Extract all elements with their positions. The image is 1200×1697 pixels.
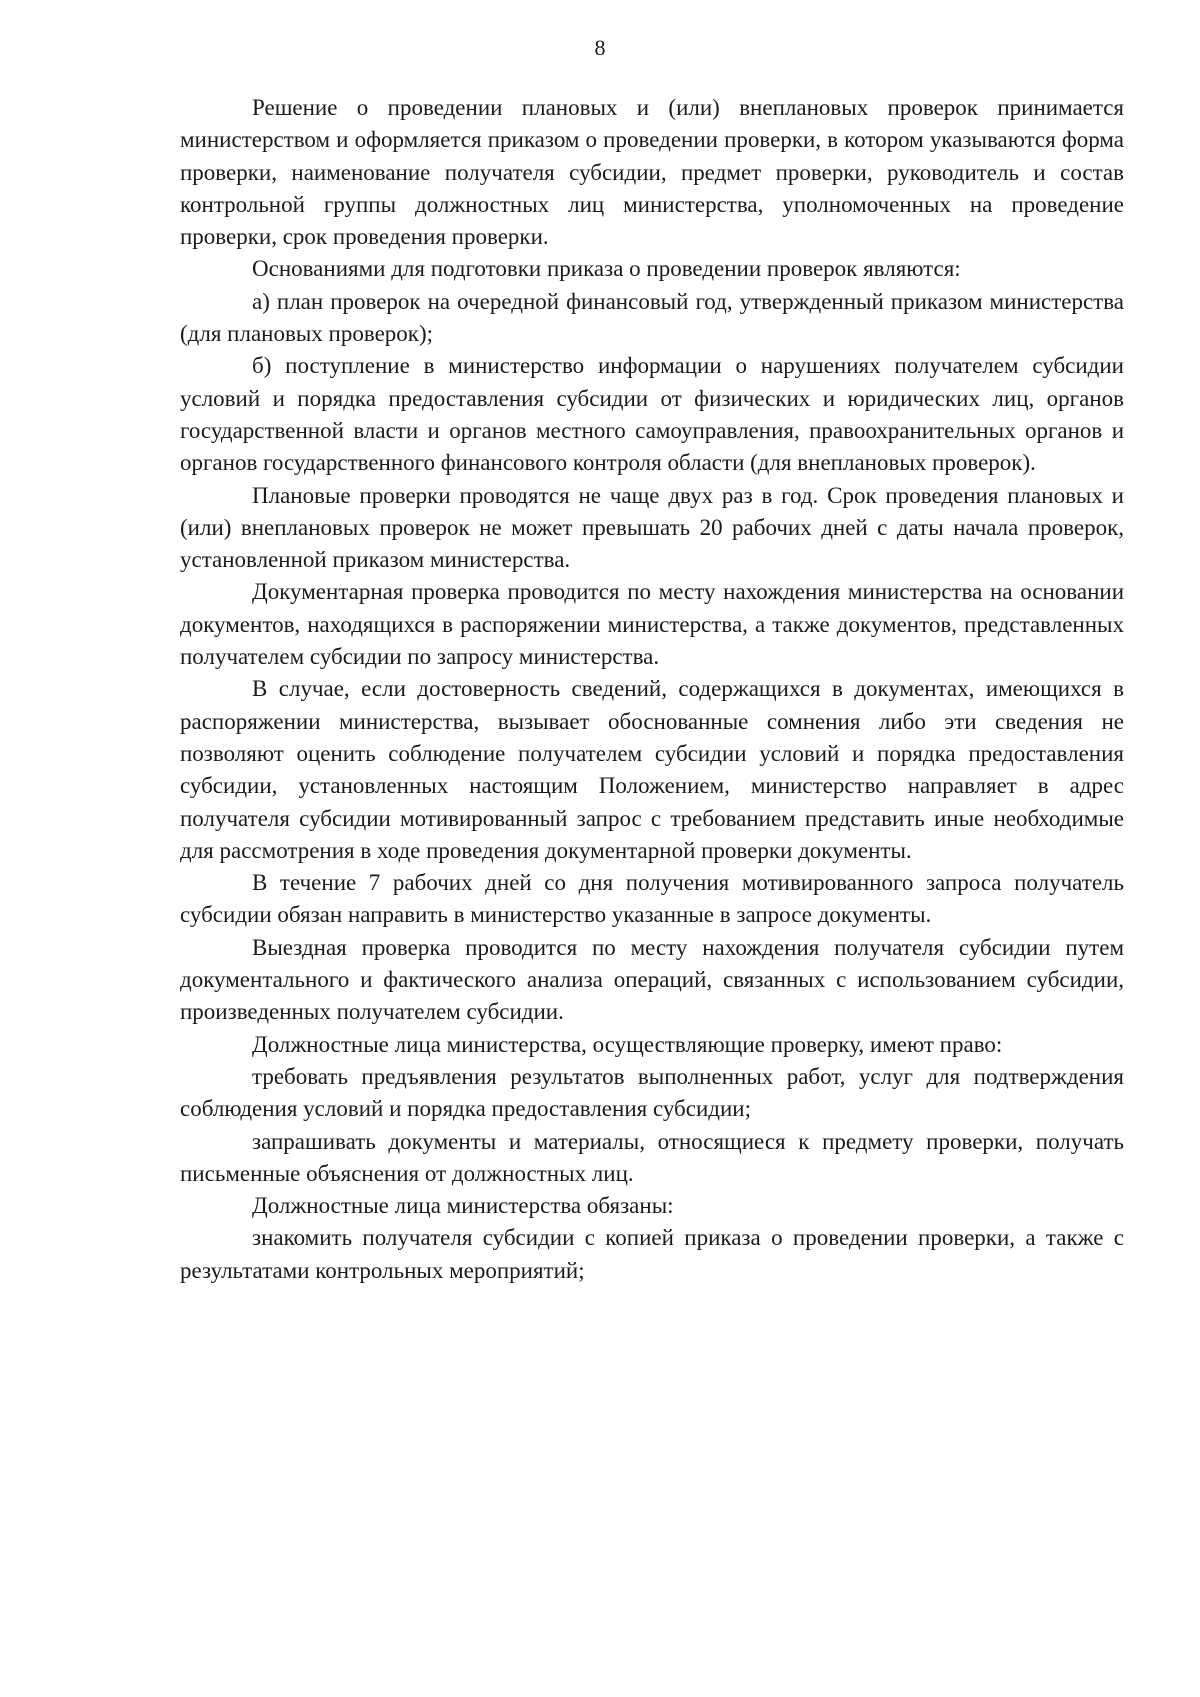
paragraph: требовать предъявления результатов выполненных работ, услуг для подтверждения соблюдения условий и порядка предоставления субсидии; [180, 1063, 1124, 1122]
paragraph: В случае, если достоверность сведений, содержащихся в документах, имеющихся в распоряжении министерства, вызывает обоснованные сомнения либо эти сведения не позволяют оценить соблюдение получателем субсидии условий и порядка предоставления субсидии, установленных настоящим Положением, министерство направляет в адрес получателя субсидии мотивированный запрос с требованием представить иные необходимые для рассмотрения в ходе проведения документарной проверки документы. [180, 676, 1124, 863]
paragraph: Должностные лица министерства, осуществляющие проверку, имеют право: [252, 1031, 1003, 1057]
paragraph: Основаниями для подготовки приказа о проведении проверок являются: [252, 256, 961, 282]
paragraph: Плановые проверки проводятся не чаще двух раз в год. Срок проведения плановых и (или) внеплановых проверок не может превышать 20 рабочих дней с даты начала проверок, установленной приказом министерства. [180, 482, 1124, 573]
paragraph: знакомить получателя субсидии с копией приказа о проведении проверки, а также с результатами контрольных мероприятий; [180, 1225, 1124, 1283]
paragraph: Должностные лица министерства обязаны: [252, 1193, 674, 1219]
paragraph: Решение о проведении плановых и (или) внеплановых проверок принимается министерством и оформляется приказом о проведении проверки, в котором указываются форма проверки, наименование получателя субсидии, предмет проверки, руководитель и состав контрольной группы должностных лиц министерства, уполномоченных на проведение проверки, срок проведения проверки. [180, 95, 1124, 250]
paragraph: а) план проверок на очередной финансовый год, утвержденный приказом министерства (для плановых проверок); [180, 288, 1124, 347]
paragraph: Документарная проверка проводится по месту нахождения министерства на основании документов, находящихся в распоряжении министерства, а также документов, представленных получателем субсидии по запросу министерства. [180, 579, 1124, 670]
paragraph: б) поступление в министерство информации о нарушениях получателем субсидии условий и порядка предоставления субсидии от физических и юридических лиц, органов государственной власти и органов местного самоуправления, правоохранительных органов и органов государственного финансового контроля области (для внеплановых проверок). [180, 353, 1124, 476]
paragraph: запрашивать документы и материалы, относящиеся к предмету проверки, получать письменные объяснения от должностных лиц. [180, 1128, 1124, 1186]
paragraph: В течение 7 рабочих дней со дня получения мотивированного запроса получатель субсидии обязан направить в министерство указанные в запросе документы. [180, 870, 1124, 928]
page-number: 8 [594, 35, 606, 60]
paragraph: Выездная проверка проводится по месту нахождения получателя субсидии путем документального и фактического анализа операций, связанных с использованием субсидии, произведенных получателем субсидии. [180, 934, 1124, 1025]
document-body [180, 92, 1124, 1287]
